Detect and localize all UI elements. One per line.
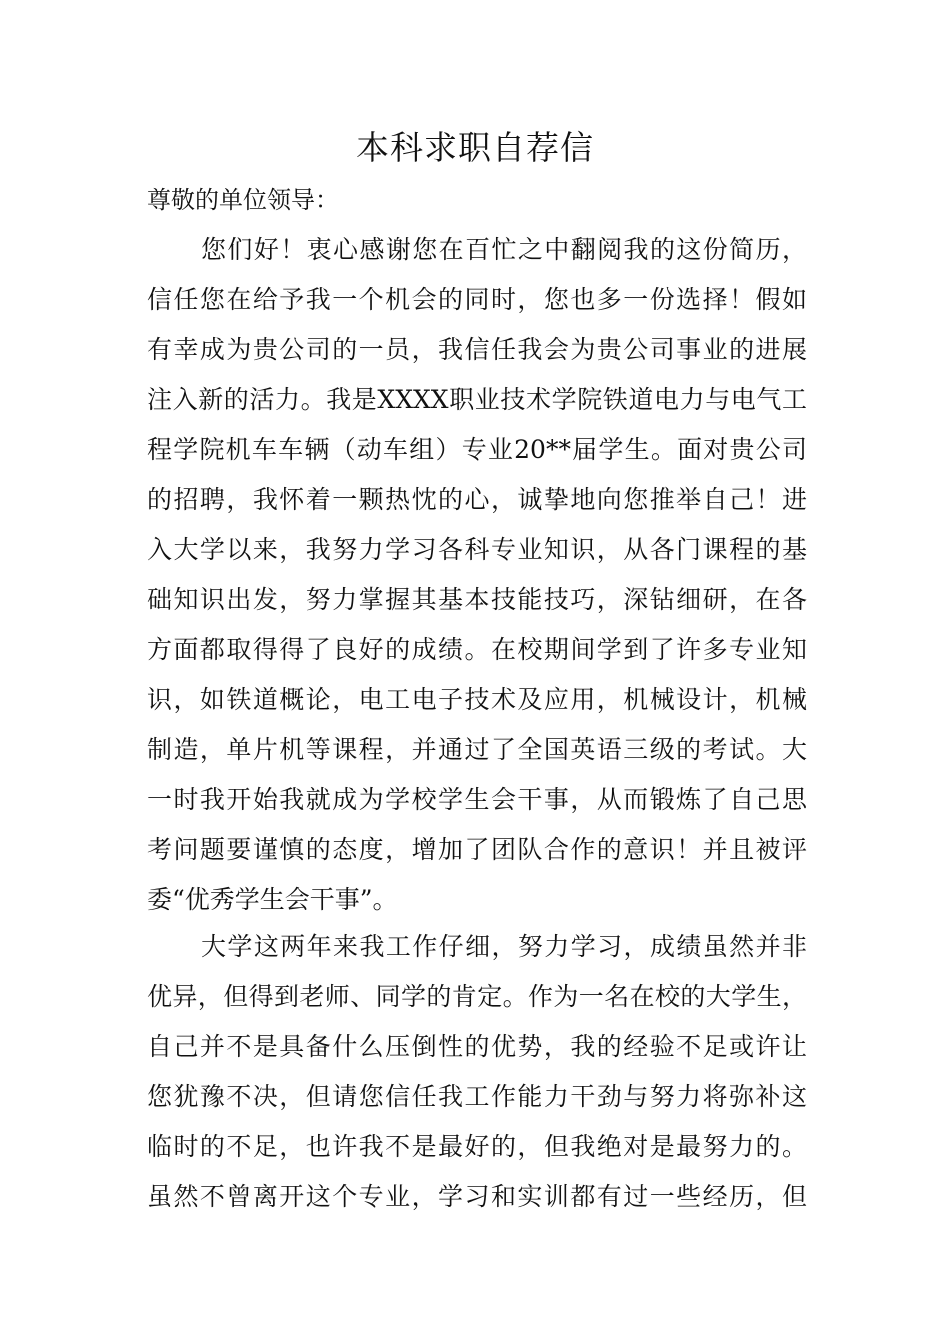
- document-title: 本科求职自荐信: [356, 128, 594, 167]
- paragraph-line: 信任您在给予我一个机会的同时，您也多一份选择！假如: [147, 285, 807, 314]
- paragraph-line: 制造，单片机等课程，并通过了全国英语三级的考试。大: [147, 735, 807, 764]
- paragraph-line: 自己并不是具备什么压倒性的优势，我的经验不足或许让: [147, 1032, 807, 1061]
- paragraph-line: 优异，但得到老师、同学的肯定。作为一名在校的大学生，: [147, 982, 807, 1011]
- paragraph-line: 您们好！衷心感谢您在百忙之中翻阅我的这份简历，: [201, 235, 807, 264]
- paragraph-line: 有幸成为贵公司的一员，我信任我会为贵公司事业的进展: [147, 335, 807, 364]
- paragraph-line: 程学院机车车辆（动车组）专业20**届学生。面对贵公司: [147, 435, 807, 464]
- paragraph-line: 考问题要谨慎的态度，增加了团队合作的意识！并且被评: [147, 835, 807, 864]
- paragraph-line: 方面都取得得了良好的成绩。在校期间学到了许多专业知: [147, 635, 807, 664]
- paragraph-line: 虽然不曾离开这个专业，学习和实训都有过一些经历，但: [147, 1182, 807, 1211]
- paragraph-line: 注入新的活力。我是XXXX职业技术学院铁道电力与电气工: [147, 385, 807, 414]
- paragraph-line: 识，如铁道概论，电工电子技术及应用，机械设计，机械: [147, 685, 807, 714]
- paragraph-line: 的招聘，我怀着一颗热忱的心，诚挚地向您推举自己！进: [147, 485, 807, 514]
- paragraph-line: 础知识出发，努力掌握其基本技能技巧，深钻细研，在各: [147, 585, 807, 614]
- paragraph-line: 委“优秀学生会干事”。: [147, 885, 398, 914]
- paragraph-line: 入大学以来，我努力学习各科专业知识，从各门课程的基: [147, 535, 807, 564]
- paragraph-line: 临时的不足，也许我不是最好的，但我绝对是最努力的。: [147, 1132, 807, 1161]
- paragraph-2: [147, 922, 807, 1222]
- salutation: 尊敬的单位领导：: [147, 186, 339, 214]
- paragraph-line: 您犹豫不决，但请您信任我工作能力干劲与努力将弥补这: [147, 1082, 807, 1111]
- paragraph-line: 大学这两年来我工作仔细，努力学习，成绩虽然并非: [201, 932, 807, 961]
- paragraph-1: [147, 225, 807, 925]
- paragraph-line: 一时我开始我就成为学校学生会干事，从而锻炼了自己思: [147, 785, 807, 814]
